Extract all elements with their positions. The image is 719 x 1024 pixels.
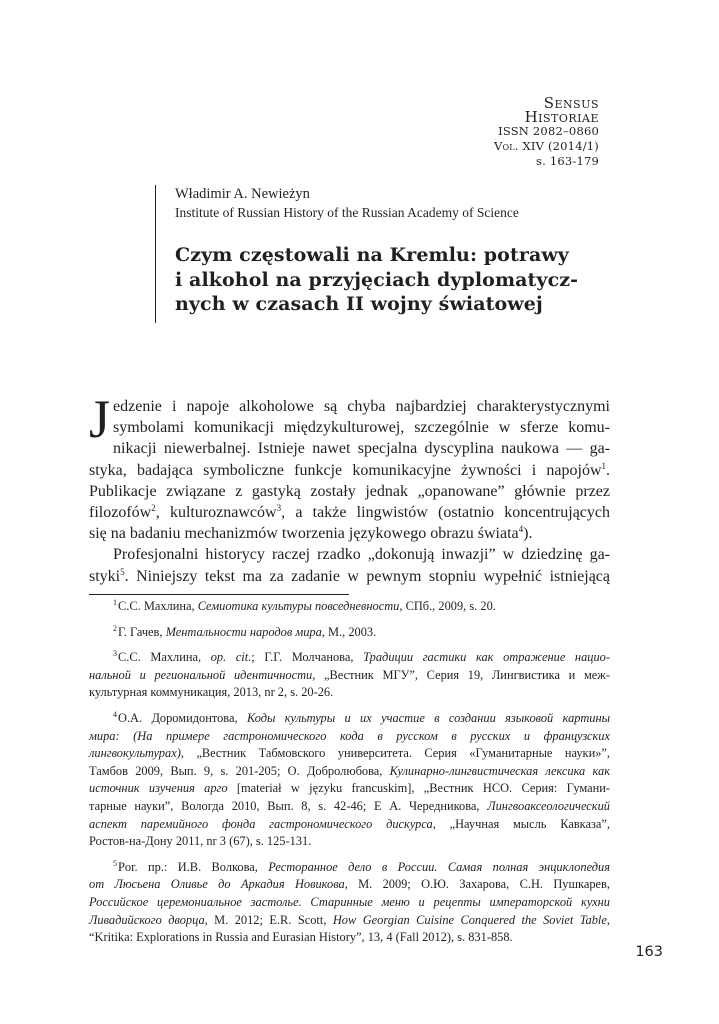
article-body: [89, 389, 611, 587]
footnote-ref[interactable]: 2: [151, 503, 156, 514]
body-line: Publikacje związane z gastyką zostały jednak „opanowane” głównie przez: [89, 482, 610, 500]
footnote-separator: [89, 594, 349, 595]
footnote-5: $^5$Por. пр.: И.В. Волкова, Ресторанное дело в России. Самая полная энциклопедия от Люсьена Оливье до Аркадия Новикова, М. 2009; О.Ю. Захарова, С.Н. Пушкарев, Российское церемониальное застолье. Старинные меню и рецепты императорской кухни Ливадийского дворца, М. 2012; E.R. Scott, How Georgian Cuisine Conquered the Soviet Table, “Kritika: Explorations in Russia and Eurasian History”, 13, 4 (Fall 2012), s. 831-858.: [89, 858, 610, 945]
journal-name-line2: Historiae: [524, 108, 599, 126]
title-line: Czym częstowali na Kremlu: potrawy: [175, 244, 569, 266]
journal-issn: ISSN 2082–0860: [498, 124, 599, 138]
footnote-ref[interactable]: 1: [601, 460, 606, 471]
body-line: symbolami komunikacji międzykulturowej, szczególnie w sferze komu-: [113, 419, 610, 437]
journal-volume: Vol. XIV (2014/1): [493, 139, 599, 153]
footnote-ref[interactable]: 3: [276, 503, 282, 514]
article-title: [175, 243, 609, 317]
footnote-2: $^2$Г. Гачев, Ментальности народов мира, М., 2003.: [113, 623, 377, 639]
journal-pages: s. 163-179: [536, 154, 599, 168]
paragraph-1: [89, 389, 611, 544]
footnote-ref[interactable]: 5: [120, 566, 125, 577]
journal-info: [494, 96, 599, 169]
footnotes: [89, 598, 610, 955]
header-vertical-rule: [155, 185, 156, 323]
title-line: nych w czasach II wojny światowej: [175, 293, 543, 315]
body-line: się na badaniu mechanizmów tworzenia językowego obrazu świata$^4$).: [89, 524, 533, 543]
body-line: filozofów$^2$, kulturoznawców$^3$, a także lingwistów (ostatnio koncentrujących: [89, 503, 611, 522]
paragraph-2: [89, 544, 610, 586]
footnote-1: $^1$С.С. Махлина, Семиотика культуры повседневности, СПб., 2009, s. 20.: [113, 598, 496, 613]
drop-cap: J: [89, 389, 111, 449]
author-affiliation: Institute of Russian History of the Russian Academy of Science: [175, 205, 519, 220]
author-name: Władimir A. Newieżyn: [175, 186, 310, 202]
body-line: styki$^5$. Niniejszy tekst ma za zadanie w pewnym stopniu wypełnić istniejącą: [89, 566, 610, 585]
page-number: 163: [635, 944, 663, 960]
journal-name-line1: Sensus: [543, 94, 599, 112]
body-line: styka, badająca symboliczne funkcje komunikacyjne żywności i napojów$^1$.: [89, 460, 610, 479]
body-line: edzenie i napoje alkoholowe są chyba najbardziej charakterystycznymi: [113, 398, 610, 415]
footnote-3: $^3$С.С. Махлина, op. cit.; Г.Г. Молчанова, Традиции гастики как отражение нацио- нальной и региональной идентичности, „Вестник МГУ”, Серия 19, Лингвистика и меж- культурная коммуникация, 2013, nr 2, s. 20-26.: [89, 649, 610, 700]
body-line: Profesjonalni historycy raczej rzadko „dokonują inwazji” w dziedzinę ga-: [113, 546, 610, 564]
footnote-4: $^4$О.А. Доромидонтова, Коды культуры и их участие в создании языковой картины мира: (На примере гастрономического кода в русском в русских и французских лингвокультурах), „Вестник Табмовского университета. Серия «Гуманитарные науки»”, Тамбов 2009, Вып. 9, s. 201-205; О. Добролюбова, Кулинарно-лингвистическая лексика как источник изучения арго [materiał w języku francuskim], „Вестник НСО. Серия: Гумани- тарные науки”, Вологда 2010, Вып. 8, s. 42-46; Е А. Чередникова, Лингвоаксеологический аспект паремийного фонда гастрономического дискурса, „Научная мысль Кавказа”, Ростов-на-Дону 2011, nr 3 (67), s. 125-131.: [89, 709, 611, 849]
footnote-ref[interactable]: 4: [518, 524, 524, 535]
title-line: i alkohol na przyjęciach dyplomatycz-: [175, 268, 579, 291]
body-line: nikacji niewerbalnej. Istnieje nawet specjalna dyscyplina naukowa — ga-: [113, 440, 610, 458]
